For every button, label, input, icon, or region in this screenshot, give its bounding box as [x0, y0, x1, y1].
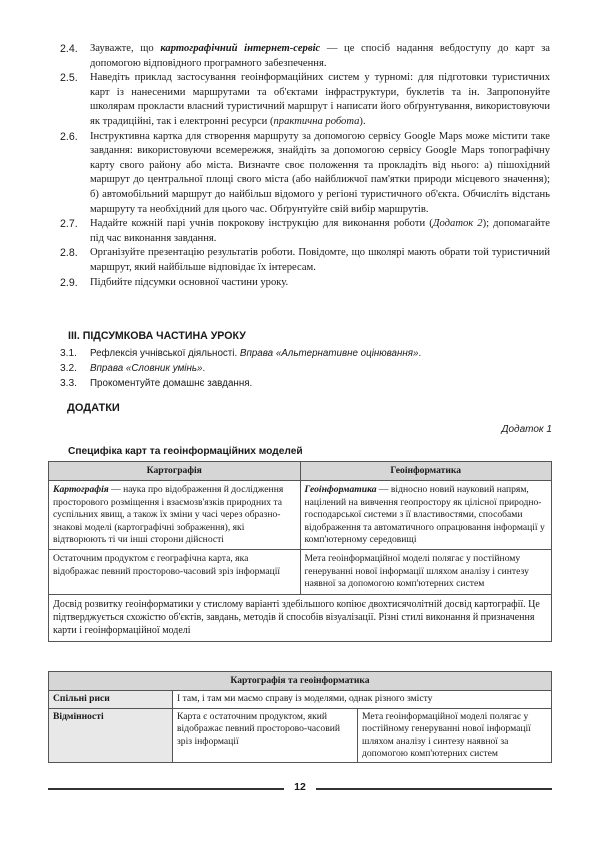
list-item: [60, 217, 550, 246]
item-text: Вправа «Словник умінь».: [90, 363, 206, 374]
table-cell: Мета геоінформаційної моделі полягає у постійному генеруванні нової інформації шляхом аналізу і синтезу наявної за допомогою комп'ютерних систем: [358, 708, 552, 763]
comparison-table: [48, 461, 552, 642]
item-text: Прокоментуйте домашнє завдання.: [90, 378, 253, 389]
column-header: Геоінформатика: [300, 462, 552, 481]
list-item: [60, 276, 550, 291]
table-cell: Картографія — наука про відображення й дослідження просторового розміщення і взаємозв'язків природних та суспільних явищ, а також їх зміни у часі через образно-знакові моделі (картографічні зображення), які відтворюють ті чи інші сторони дійсності: [49, 481, 301, 550]
page-number: 12: [294, 781, 306, 793]
summary-item: [60, 347, 550, 362]
item-number: 3.2.: [60, 363, 77, 374]
column-header: Картографія: [49, 462, 301, 481]
item-number: 2.6.: [60, 130, 78, 143]
item-number: 3.3.: [60, 378, 77, 389]
table-cell: І там, і там ми маємо справу із моделями, однак різного змісту: [173, 691, 552, 708]
item-number: 2.7.: [60, 218, 78, 231]
item-text: Підбийте підсумки основної частини уроку.: [90, 276, 289, 288]
features-table: [48, 671, 552, 763]
summary-item: [60, 377, 550, 392]
table-title: Специфіка карт та геоінформаційних моделей: [68, 446, 303, 457]
list-item: [60, 42, 550, 71]
row-label: Відмінності: [49, 708, 173, 763]
item-text: Зауважте, що картографічний інтернет-сервіс — це спосіб надання вебдоступу до карт за допомогою відповідного програмного забезпечення.: [90, 43, 550, 69]
item-text: Наведіть приклад застосування геоінформаційних систем у турномі: для підготовки туристичних карт із нанесеними маршрутами та об'єктами інфраструктури, буклетів та ін. Запропонуйте школярам прокласти власний туристичний маршрут і написати його обґрунтування, використовуючи як традиційні, так і електронні ресурси (практична робота).: [90, 72, 550, 127]
item-number: 3.1.: [60, 348, 77, 359]
table-row: [49, 481, 552, 550]
table-row: [49, 708, 552, 763]
summary-item: [60, 362, 550, 377]
table-cell: Остаточним продуктом є географічна карта, яка відображає певний просторово-часовий зріз інформації: [49, 550, 301, 594]
item-text: Організуйте презентацію результатів роботи. Повідомте, що школярі мають обрати той туристичний маршрут, який найбільше відповідає їх інтересам.: [90, 247, 550, 273]
instruction-list: [60, 42, 550, 290]
item-text: Інструктивна картка для створення маршруту за допомогою сервісу Google Maps може містити таке завдання: використовуючи всемережжя, знайдіть за допомогою сервісу Google Maps топографічну карту свого району або міста. Визначте своє положення та прокладіть від нього: а) пішохідний маршрут до центральної площі свого міста (або найближчої пам'ятки природи місцевого значення); б) автомобільний маршрут до найбільш відомого у регіоні туристичного об'єкта. Обчисліть відстань маршруту та необхідний для цього час. Обґрунтуйте свій вибір маршрутів.: [90, 130, 550, 215]
item-text: Рефлексія учнівської діяльності. Вправа «Альтернативне оцінювання».: [90, 348, 422, 359]
appendix-label: Додаток 1: [501, 424, 552, 435]
table-row: [49, 550, 552, 594]
table-cell: Досвід розвитку геоінформатики у стислому варіанті здебільшого копіює двохтисячолітній досвід картографії. Це підтверджується схожістю об'єктів, завдань, методів й способів візуалізації. Різні стилі виконання й призначення карти і геоінформаційної моделі: [49, 594, 552, 641]
section-heading: ІІІ. ПІДСУМКОВА ЧАСТИНА УРОКУ: [68, 330, 246, 342]
table-row: [49, 691, 552, 708]
item-number: 2.9.: [60, 276, 78, 289]
list-item: [60, 71, 550, 129]
table-row: [49, 594, 552, 641]
table-cell: Мета геоінформаційної моделі полягає у постійному генеруванні нової інформації шляхом аналізу і синтезу наявної за допомогою комп'ютерних систем: [300, 550, 552, 594]
table-header: Картографія та геоінформатика: [49, 672, 552, 691]
item-number: 2.4.: [60, 43, 78, 55]
table-cell: Геоінформатика — відносно новий науковий напрям, націлений на вивчення геопростору як цілісної природно-господарської системи з її властивостями, способами відображення та автоматичного опрацювання інформації у комп'ютерному середовищі: [300, 481, 552, 550]
table-cell: Карта є остаточним продуктом, який відображає певний просторово-часовий зріз інформації: [173, 708, 358, 763]
item-number: 2.5.: [60, 72, 78, 85]
row-label: Спільні риси: [49, 691, 173, 708]
item-number: 2.8.: [60, 247, 78, 260]
list-item: [60, 246, 550, 275]
appendix-heading: ДОДАТКИ: [67, 402, 120, 414]
list-item: [60, 130, 550, 218]
item-text: Надайте кожній парі учнів покрокову інструкцію для виконання роботи (Додаток 2); допомагайте під час виконання завдання.: [90, 218, 551, 244]
